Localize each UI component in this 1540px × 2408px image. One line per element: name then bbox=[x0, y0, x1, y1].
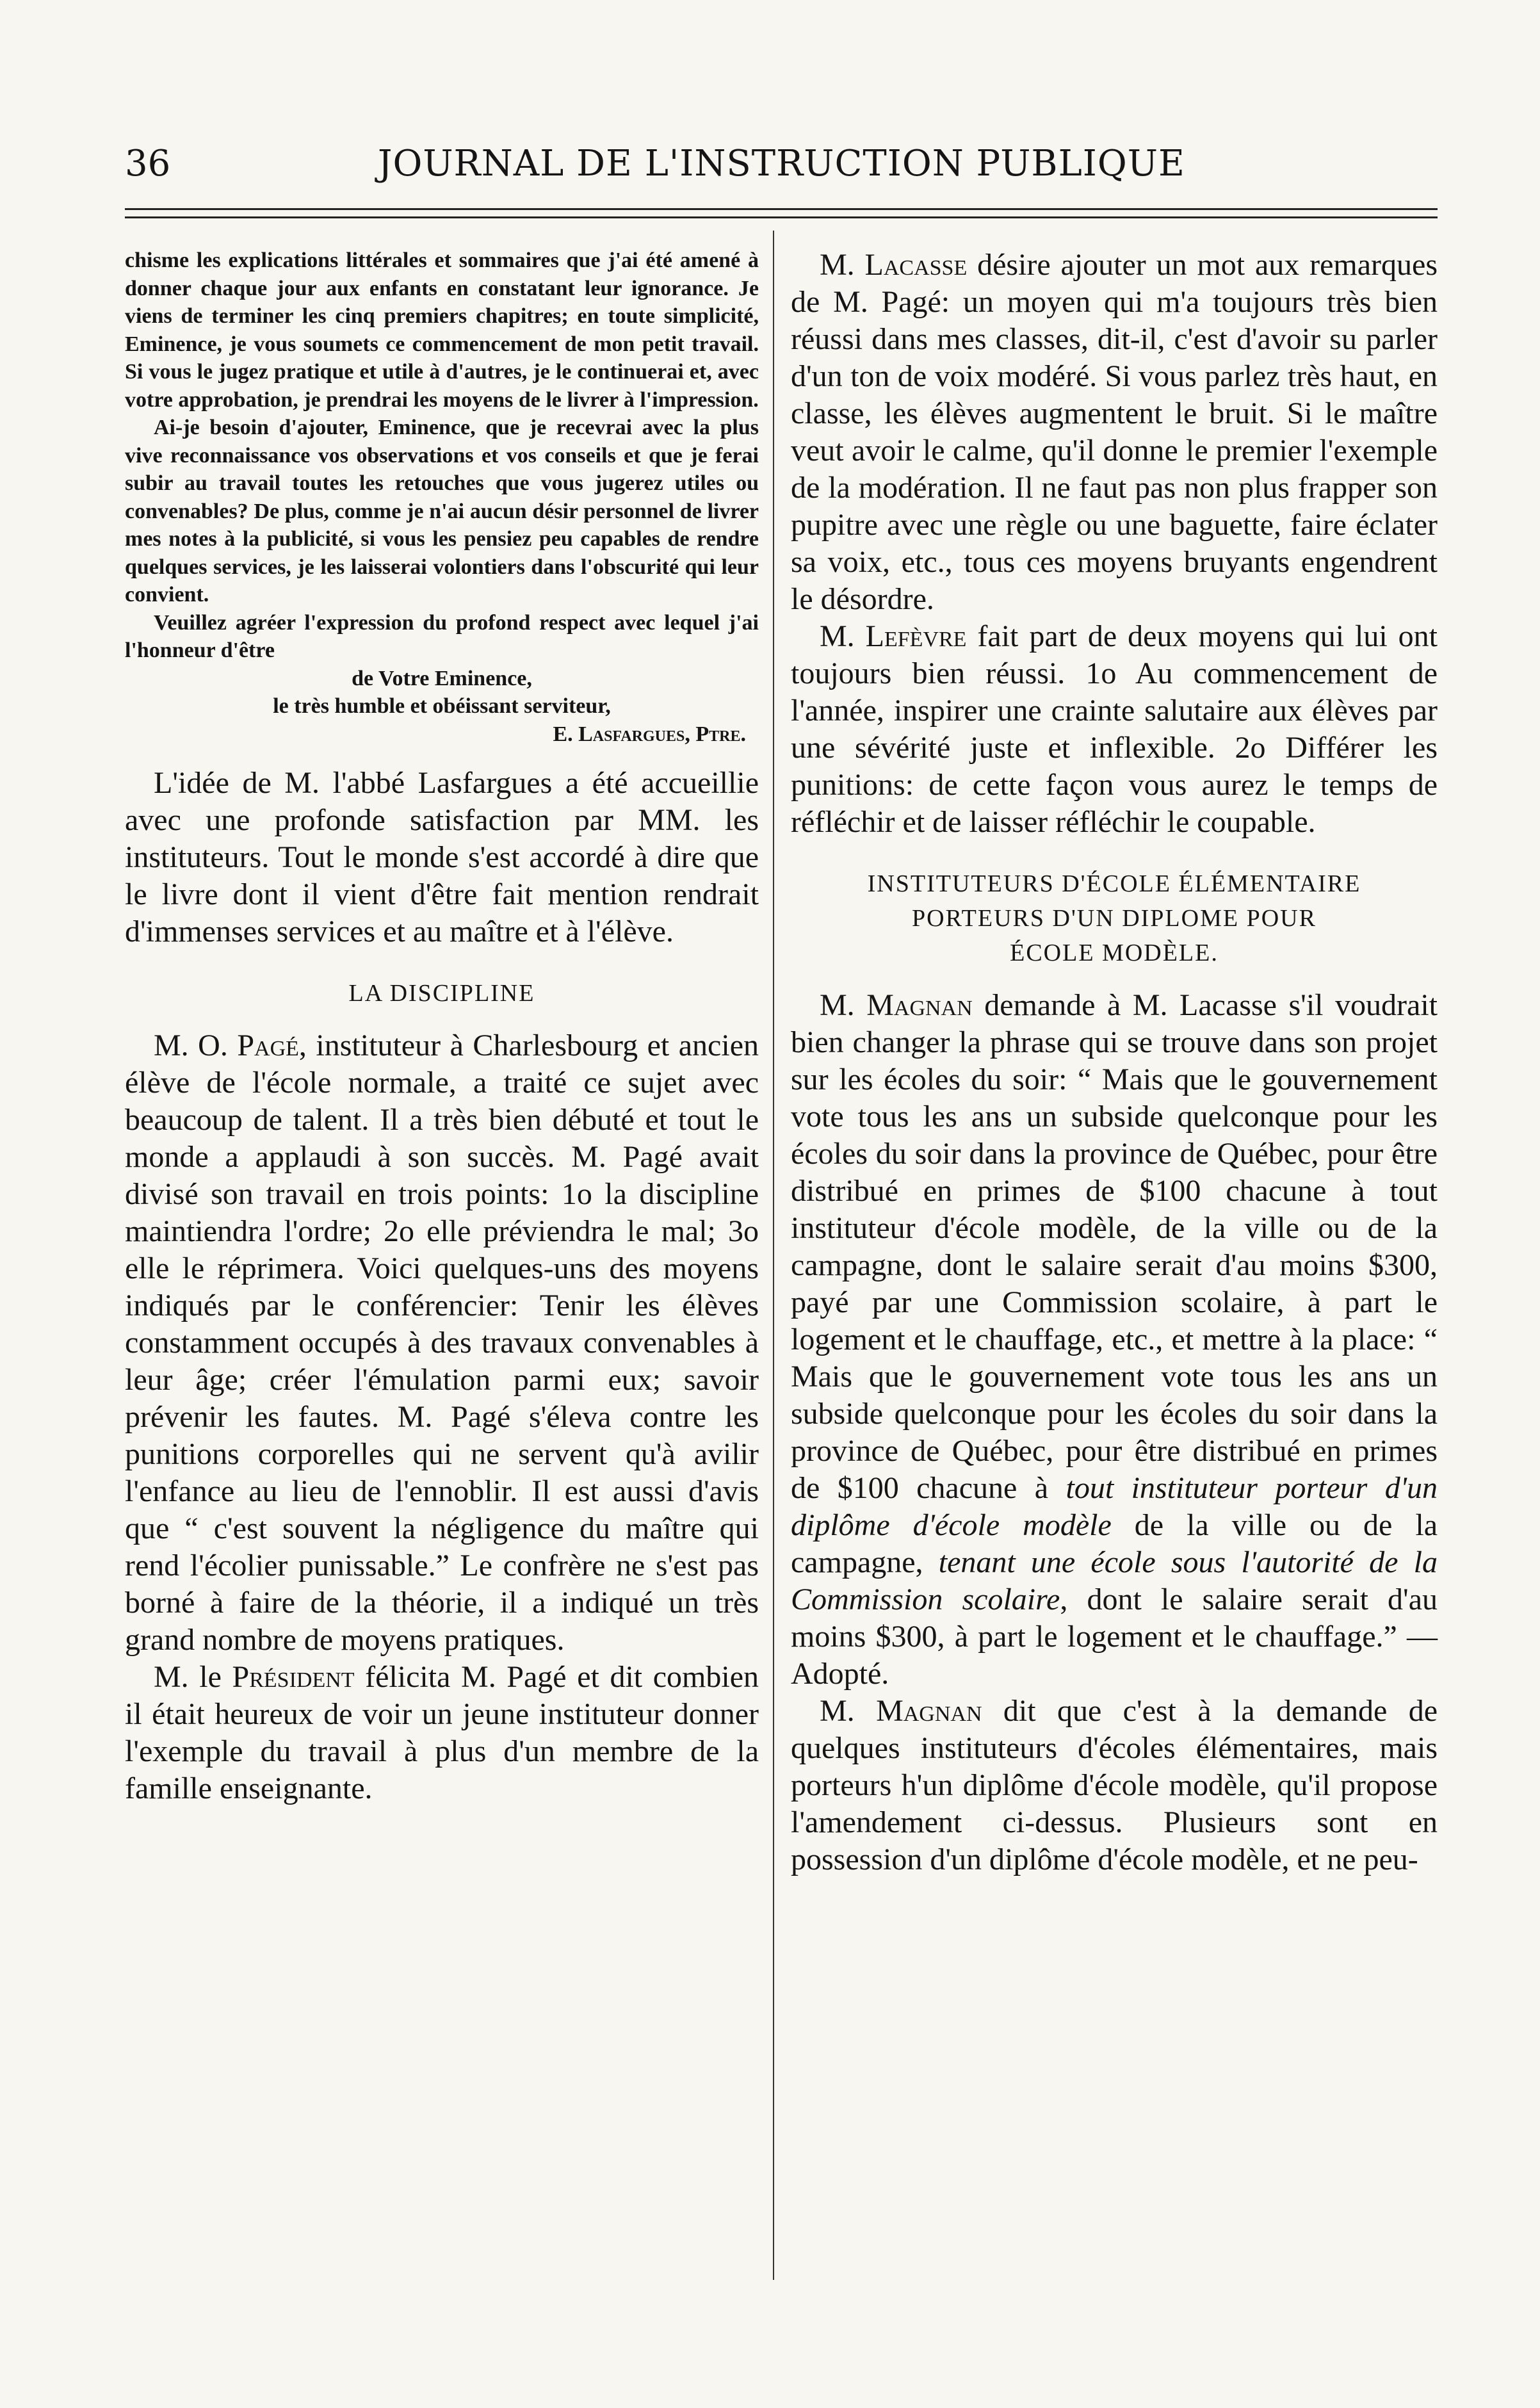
paragraph: M. Magnan dit que c'est à la demande de quelques instituteurs d'écoles élémentaires, mais porteurs h'un diplôme d'école modèle, qu'il propose l'amendement ci-dessus. Plusieurs sont en possession d'un diplôme d'école modèle, et ne peu- bbox=[791, 1694, 1438, 1876]
speaker-name: Président bbox=[232, 1660, 355, 1694]
letter-paragraph: chisme les explications littérales et sommaires que j'ai été amené à donner chaque jour aux enfants en constatant leur ignorance. Je viens de terminer les cinq premiers chapitres; en toute simplicité, Eminence, je vous soumets ce commencement de mon petit travail. Si vous le jugez pratique et utile à d'autres, je le continuerai et, avec votre approbation, je prendrai les moyens de le livrer à l'impression. bbox=[125, 248, 759, 412]
paragraph: M. Lacasse désire ajouter un mot aux remarques de M. Pagé: un moyen qui m'a toujours très bien réussi dans mes classes, dit-il, c'est d'avoir su parler d'un ton de voix modéré. Si vous parlez très haut, en classe, les élèves augmentent le bruit. Si le maître veut avoir le calme, qu'il donne le premier l'exemple de la modération. Il ne faut pas non plus frapper son pupitre avec une règle ou une baguette, faire éclater sa voix, etc., tous ces moyens bruyants engendrent le désordre. bbox=[791, 248, 1438, 616]
letter-paragraph: Veuillez agréer l'expression du profond respect avec lequel j'ai l'honneur d'être bbox=[125, 610, 759, 662]
speaker-name: Magnan bbox=[876, 1694, 982, 1728]
speaker-name: Lefèvre bbox=[865, 619, 967, 653]
header-rule bbox=[125, 208, 1438, 210]
italic-text: tout instituteur porteur d'un diplôme d'école modèle bbox=[791, 1471, 1438, 1542]
section-heading: LA DISCIPLINE bbox=[348, 980, 535, 1007]
letter-signature: E. Lasfargues, Ptre. bbox=[553, 722, 746, 746]
speaker-name: M. O. Pagé bbox=[154, 1029, 299, 1062]
column-divider bbox=[773, 231, 774, 2280]
italic-text: tenant une école sous l'autorité de la Commission scolaire bbox=[791, 1545, 1438, 1616]
right-column bbox=[791, 247, 1438, 1878]
speaker-name: Lacasse bbox=[864, 248, 968, 282]
paragraph: L'idée de M. l'abbé Lasfargues a été accueillie avec une profonde satisfaction par MM. les instituteurs. Tout le monde s'est accordé à dire que le livre dont il vient d'être fait mention rendrait d'immenses services et au maître et à l'élève. bbox=[125, 766, 759, 948]
paragraph: M. O. Pagé, instituteur à Charlesbourg et ancien élève de l'école normale, a traité ce sujet avec beaucoup de talent. Il a très bien débuté et tout le monde a applaudi à son succès. M. Pagé avait divisé son travail en trois points: 1o la discipline maintiendra l'ordre; 2o elle préviendra le mal; 3o elle le réprimera. Voici quelques-uns des moyens indiqués par le conférencier: Tenir les élèves constamment occupés à des travaux convenables à leur âge; créer l'émulation parmi eux; savoir prévenir les fautes. M. Pagé s'éleva contre les punitions corporelles qui ne servent qu'à avilir l'enfance au lieu de l'ennoblir. Il est aussi d'avis que “ c'est souvent la négligence du maître qui rend l'écolier punissable.” Le confrère ne s'est pas borné à faire de la théorie, il a indiqué un très grand nombre de moyens pratiques. bbox=[125, 1029, 759, 1657]
section-heading: PORTEURS D'UN DIPLOME POUR bbox=[912, 905, 1317, 932]
letter-closing: le très humble et obéissant serviteur, bbox=[273, 694, 611, 718]
section-heading: ÉCOLE MODÈLE. bbox=[1010, 940, 1219, 966]
paragraph: M. Lefèvre fait part de deux moyens qui lui ont toujours bien réussi. 1o Au commencement de l'année, inspirer une crainte salutaire aux élèves par une sévérité juste et inflexible. 2o Différer les punitions: de cette façon vous aurez le temps de réfléchir et de laisser réfléchir le coupable. bbox=[791, 619, 1438, 839]
letter-closing: de Votre Eminence, bbox=[352, 666, 532, 690]
header-rule-double bbox=[125, 216, 1438, 218]
letter-paragraph: Ai-je besoin d'ajouter, Eminence, que je recevrai avec la plus vive reconnaissance vos observations et vos conseils et que je ferai subir au travail toutes les retouches que vous jugerez utiles ou convenables? De plus, comme je n'ai aucun désir personnel de livrer mes notes à la publicité, si vous les pensiez peu capables de rendre quelques services, je les laisserai volontiers dans l'obscurité qui leur convient. bbox=[125, 416, 759, 606]
speaker-name: Magnan bbox=[866, 988, 973, 1022]
paragraph: M. Magnan demande à M. Lacasse s'il voudrait bien changer la phrase qui se trouve dans son projet sur les écoles du soir: “ Mais que le gouvernement vote tous les ans un subside quelconque pour les écoles du soir dans la province de Québec, pour être distribué en primes de $100 chacune à tout instituteur d'école modèle, de la ville ou de la campagne, dont le salaire serait d'au moins $300, payé par une Commission scolaire, à part le logement et le chauffage, etc., et mettre à la place: “ Mais que le gouvernement vote tous les ans un subside quelconque pour les écoles du soir dans la province de Québec, pour être distribué en primes de $100 chacune à tout instituteur porteur d'un diplôme d'école modèle de la ville ou de la campagne, tenant une école sous l'autorité de la Commission scolaire, dont le salaire serait d'au moins $300, à part le logement et le chauffage.” — Adopté. bbox=[791, 988, 1438, 1691]
paragraph: M. le Président félicita M. Pagé et dit combien il était heureux de voir un jeune instituteur donner l'exemple du travail à plus d'un membre de la famille enseignante. bbox=[125, 1660, 759, 1805]
running-head: JOURNAL DE L'INSTRUCTION PUBLIQUE bbox=[378, 143, 1185, 184]
left-column bbox=[125, 247, 759, 1807]
section-heading: INSTITUTEURS D'ÉCOLE ÉLÉMENTAIRE bbox=[867, 870, 1361, 897]
page-number: 36 bbox=[125, 143, 171, 184]
